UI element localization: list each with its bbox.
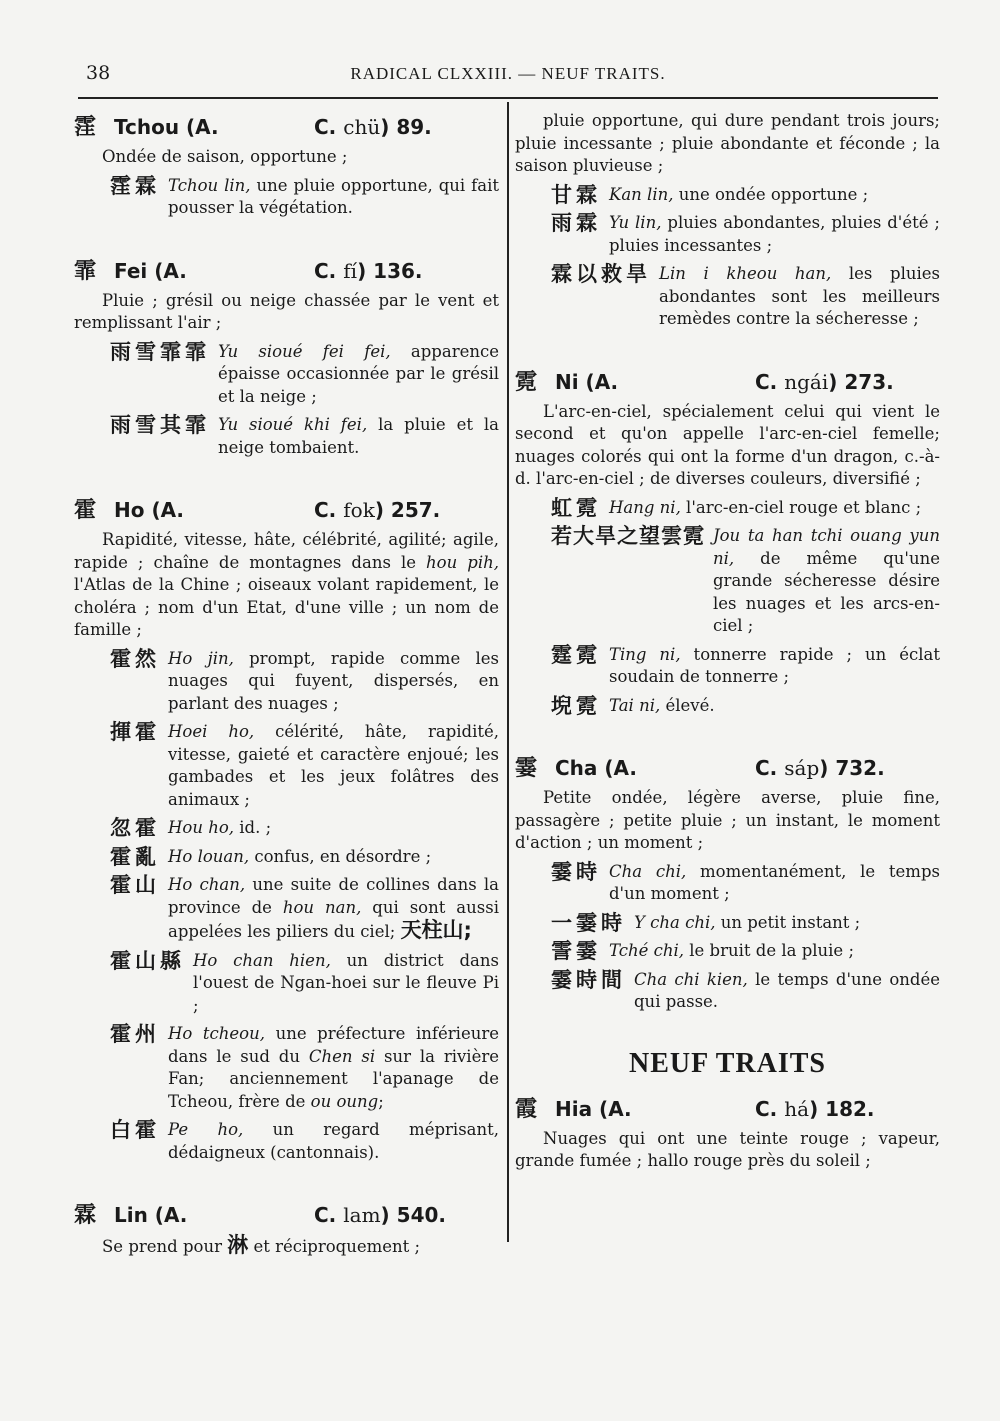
compound bbox=[551, 184, 940, 207]
definition: Pluie ; grésil ou neige chassée par le vent et remplissant l'air ; bbox=[74, 290, 499, 332]
compound-characters: 霎時 bbox=[551, 859, 601, 884]
head-romanization: Ho (A. bbox=[114, 498, 185, 522]
compound bbox=[110, 817, 499, 840]
entry-lin bbox=[74, 1198, 499, 1259]
compound-characters: 甘霖 bbox=[551, 182, 601, 207]
definition: Se prend pour 淋 et réciproquement ; bbox=[102, 1233, 421, 1257]
compound-text: Ho jin, prompt, rapide comme les nuages qui fuyent, dispersés, en parlant des nuages ; bbox=[168, 648, 499, 713]
compound bbox=[551, 525, 940, 638]
head-character: 霓 bbox=[515, 369, 538, 395]
compound-text: Y cha chi, un petit instant ; bbox=[634, 912, 861, 932]
compound-characters: 堄霓 bbox=[551, 693, 601, 718]
compound-text: Yu sioué khi fei, la pluie et la neige tombaient. bbox=[218, 415, 499, 457]
compound-characters: 雨霖 bbox=[551, 211, 601, 235]
entry-ho bbox=[74, 493, 499, 1164]
column-divider bbox=[507, 102, 509, 1242]
compound-text: Ho louan, confus, en désordre ; bbox=[168, 846, 432, 866]
compound bbox=[551, 940, 940, 963]
compound bbox=[551, 644, 940, 689]
definition: Rapidité, vitesse, hâte, célébrité, agilité; agile, rapide ; chaîne de montagnes dans le hou pih, l'Atlas de la Chine ; oiseaux volant rapidement, le choléra ; nom d'un Etat, d'une ville ; un nom de famille ; bbox=[74, 530, 499, 639]
compound-text: Ho chan, une suite de collines dans la province de hou nan, qui sont aussi appelées les piliers du ciel; 天柱山; bbox=[168, 875, 499, 942]
compound-characters: 一霎時 bbox=[551, 910, 626, 935]
entry-heading bbox=[74, 1198, 499, 1230]
compound-text: Tai ni, élevé. bbox=[609, 695, 715, 715]
head-cantonese: C. fok) 257. bbox=[314, 498, 441, 522]
compound-characters: 霆霓 bbox=[551, 642, 601, 667]
page-number: 38 bbox=[86, 62, 111, 84]
compound-text: Hou ho, id. ; bbox=[168, 818, 272, 837]
compound-characters: 霍亂 bbox=[110, 844, 160, 869]
compound-characters: 霅霎 bbox=[551, 939, 601, 963]
compound bbox=[110, 175, 499, 220]
compound-characters: 白霍 bbox=[110, 1118, 160, 1142]
header-rule bbox=[78, 97, 938, 99]
compound-characters: 揮霍 bbox=[110, 720, 160, 744]
head-cantonese: C. ngái) 273. bbox=[755, 369, 894, 394]
compound bbox=[551, 912, 940, 935]
compound-text: Hoei ho, célérité, hâte, rapidité, vitesse, gaieté et caractère enjoué; les gambades et les jeux folâtres des animaux ; bbox=[168, 722, 500, 809]
compound bbox=[110, 950, 499, 1018]
compound bbox=[551, 263, 940, 331]
entry-heading bbox=[515, 751, 940, 783]
section-title: NEUF TRAITS bbox=[629, 1047, 826, 1079]
entry-heading bbox=[74, 110, 499, 142]
compound-characters: 霍然 bbox=[110, 646, 160, 671]
head-cantonese: C. fí) 136. bbox=[314, 258, 423, 283]
left-column bbox=[74, 110, 499, 1293]
entry-heading bbox=[515, 1092, 940, 1124]
compound-text: Ting ni, tonnerre rapide ; un éclat soudain de tonnerre ; bbox=[609, 644, 940, 686]
compound-text: Tchou lin, une pluie opportune, qui fait pousser la végétation. bbox=[168, 175, 499, 217]
head-romanization: Fei (A. bbox=[114, 258, 187, 283]
head-romanization: Lin (A. bbox=[114, 1203, 188, 1227]
compound-characters: 雨雪霏霏 bbox=[110, 339, 210, 364]
definition: Nuages qui ont une teinte rouge ; vapeur, grande fumée ; hallo rouge près du soleil ; bbox=[515, 1128, 940, 1170]
head-character: 霖 bbox=[74, 1203, 97, 1228]
head-romanization: Tchou (A. bbox=[114, 115, 219, 139]
compound bbox=[551, 212, 940, 257]
compound-characters: 霍州 bbox=[110, 1022, 160, 1046]
compound-text: Yu lin, pluies abondantes, pluies d'été ; pluies incessantes ; bbox=[609, 213, 940, 255]
compound-text: Cha chi kien, le temps d'une ondée qui passe. bbox=[634, 969, 940, 1011]
compound-characters: 霔霖 bbox=[110, 173, 160, 198]
head-character: 霎 bbox=[515, 756, 538, 781]
compound-text: Pe ho, un regard méprisant, dédaigneux (cantonnais). bbox=[168, 1120, 499, 1162]
compound bbox=[551, 969, 940, 1014]
compound bbox=[551, 497, 940, 520]
head-character: 霏 bbox=[74, 258, 97, 284]
compound-text: Cha chi, momentanément, le temps d'un moment ; bbox=[609, 861, 940, 903]
compound-text: Tché chi, le bruit de la pluie ; bbox=[609, 941, 855, 960]
head-cantonese: C. sáp) 732. bbox=[755, 756, 885, 780]
entry-fei bbox=[74, 254, 499, 460]
compound-text: Kan lin, une ondée opportune ; bbox=[609, 184, 869, 204]
entry-heading bbox=[515, 365, 940, 397]
head-character: 霔 bbox=[74, 115, 97, 140]
page-header bbox=[78, 62, 938, 92]
definition: L'arc-en-ciel, spécialement celui qui vient le second et qu'on appelle l'arc-en-ciel femelle; nuages colorés qui ont la forme d'un dragon, c.-à-d. l'arc-en-ciel ; de diverses couleurs, diversifié ; bbox=[515, 401, 940, 488]
running-title: RADICAL CLXXIII. — NEUF TRAITS. bbox=[350, 64, 666, 83]
compound bbox=[110, 414, 499, 459]
compound-characters: 忽霍 bbox=[110, 816, 160, 840]
compound-characters: 霎時間 bbox=[551, 967, 626, 992]
entry-cha bbox=[515, 751, 940, 1014]
entry-hia bbox=[515, 1092, 940, 1173]
compound-characters: 霍山 bbox=[110, 873, 160, 897]
compound bbox=[110, 648, 499, 716]
compound-characters: 若大旱之望雲霓 bbox=[551, 524, 705, 548]
head-cantonese: C. chü) 89. bbox=[314, 115, 432, 139]
compound-text: Jou ta han tchi ouang yun ni, de même qu'une grande sécheresse désire les nuages et les arcs-en-ciel ; bbox=[713, 526, 940, 635]
compound bbox=[551, 861, 940, 906]
entry-heading bbox=[74, 254, 499, 286]
definition: Petite ondée, légère averse, pluie fine, passagère ; petite pluie ; un instant, le moment d'action ; un moment ; bbox=[515, 788, 940, 852]
definition: Ondée de saison, opportune ; bbox=[102, 147, 348, 166]
compound-text: Yu sioué fei fei, apparence épaisse occasionnée par le grésil et la neige ; bbox=[218, 341, 499, 406]
compound-text: Lin i kheou han, les pluies abondantes sont les meilleurs remèdes contre la sécheresse ; bbox=[659, 264, 940, 328]
head-romanization: Cha (A. bbox=[555, 756, 637, 780]
compound-characters: 虹霓 bbox=[551, 495, 601, 520]
compound-characters: 雨雪其霏 bbox=[110, 413, 210, 437]
head-character: 霍 bbox=[74, 498, 97, 523]
compound bbox=[110, 1119, 499, 1164]
definition: pluie opportune, qui dure pendant trois jours; pluie incessante ; pluie abondante et féconde ; la saison pluvieuse ; bbox=[515, 111, 940, 175]
compound bbox=[551, 695, 940, 718]
compound-text: Ho tcheou, une préfecture inférieure dans le sud du Chen si sur la rivière Fan; anciennement l'apanage de Tcheou, frère de ou oung; bbox=[168, 1024, 499, 1111]
compound-text: Hang ni, l'arc-en-ciel rouge et blanc ; bbox=[609, 497, 922, 517]
entry-tchou bbox=[74, 110, 499, 220]
head-cantonese: C. há) 182. bbox=[755, 1096, 875, 1121]
right-column bbox=[515, 110, 940, 1207]
compound bbox=[110, 721, 499, 811]
entry-ni bbox=[515, 365, 940, 718]
head-character: 霞 bbox=[515, 1096, 538, 1122]
compound bbox=[110, 874, 499, 944]
entry-lin-continued bbox=[515, 110, 940, 331]
head-cantonese: C. lam) 540. bbox=[314, 1203, 446, 1227]
compound bbox=[110, 1023, 499, 1113]
compound-text: Ho chan hien, un district dans l'ouest de Ngan-hoei sur le fleuve Pi ; bbox=[193, 950, 499, 1015]
head-romanization: Ni (A. bbox=[555, 369, 619, 394]
compound-characters: 霖以救旱 bbox=[551, 262, 651, 286]
entry-heading bbox=[74, 493, 499, 525]
compound bbox=[110, 341, 499, 409]
head-romanization: Hia (A. bbox=[555, 1096, 632, 1121]
compound bbox=[110, 846, 499, 869]
compound-characters: 霍山縣 bbox=[110, 948, 185, 973]
